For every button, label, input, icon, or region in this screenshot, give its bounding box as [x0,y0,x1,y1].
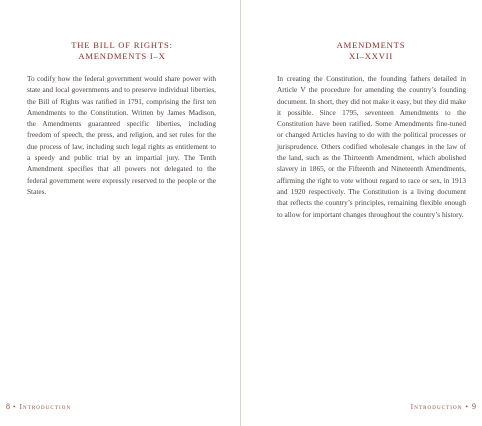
right-page-body: In creating the Constitution, the founding fathers detailed in Article V the procedure for amending the country’s founding document. In short, they did not make it easy, but they did make it possible. Since 1795, seventeen Amendments to the Constitution have been ratified. Some Amendments fine-tuned or changed Articles having to do with the political processes or jurisprudence. Others codified wholesale changes in the law of the land, such as the Thirteenth Amendment, which abolished slavery in 1865, or the Fifteenth and Nineteenth Amendments, affirming the right to vote without regard to race or sex, in 1913 and 1920 respectively. The Constitution is a living document that reflects the country’s principles, remaining flexible enough to allow for important changes throughout the country’s history. [277,74,466,219]
left-heading-line1: THE BILL OF RIGHTS: [71,40,173,50]
right-folio-label: Introduction [410,403,463,411]
right-page [241,0,482,426]
right-heading-line1: AMENDMENTS [336,40,406,50]
left-heading-line2: AMENDMENTS I–X [78,51,166,61]
left-page [0,0,240,426]
right-page-heading [275,40,467,62]
left-page-heading [26,40,218,62]
right-folio-bullet: • [465,403,469,411]
left-page-number: 8 [6,402,10,411]
left-page-folio [6,402,71,411]
right-heading-line2: XI–XXVII [348,51,394,61]
left-folio-label: Introduction [19,403,72,411]
right-page-number: 9 [472,402,476,411]
right-page-folio [411,402,476,411]
left-page-body: To codify how the federal government would share power with state and local governments and to preserve individual liberties, the Bill of Rights was ratified in 1791, comprising the first ten Amendments to the Constitution. Written by James Madison, the Amendments guaranteed specific liberties, including freedom of speech, the press, and religion, and set rules for the due process of law, including such legal rights as entitlement to a speedy and public trial by an impartial jury. The Tenth Amendment specifies that all powers not delegated to the federal government were expressly reserved to the people or the States. [27,74,216,196]
left-folio-bullet: • [13,403,17,411]
